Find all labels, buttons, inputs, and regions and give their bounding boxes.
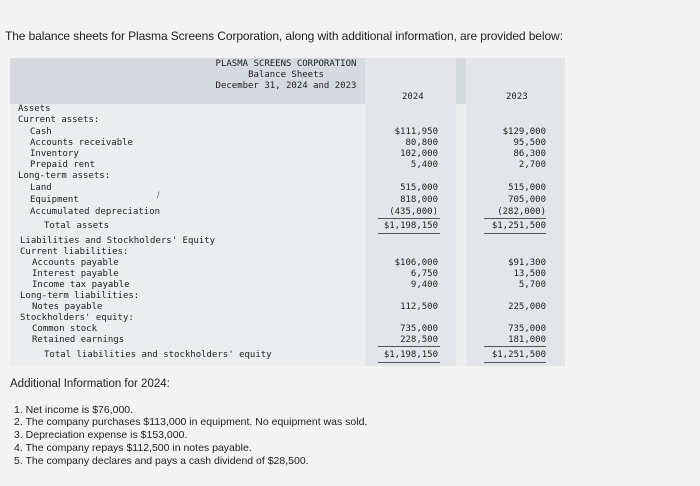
subtotal-rule (484, 346, 546, 347)
value-2023: 735,000 (508, 324, 546, 334)
additional-info-heading: Additional Information for 2024: (10, 378, 170, 390)
row-label: Land (30, 183, 52, 193)
total-rule (378, 233, 440, 234)
row-label: Income tax payable (32, 280, 130, 290)
total-liabilities-equity-2023: $1,251,500 (491, 350, 546, 360)
row-label: Common stock (32, 324, 98, 334)
value-2023: 5,700 (518, 280, 546, 290)
year-2023-header: 2023 (506, 92, 528, 102)
row-label: Current liabilities: (20, 247, 129, 257)
total-assets-label: Total assets (44, 221, 110, 231)
note-item: 1. Net income is $76,000. (14, 404, 134, 416)
value-2023: 225,000 (508, 302, 546, 312)
note-item: 4. The company repays $112,500 in notes payable. (14, 442, 252, 454)
subtotal-rule (378, 218, 440, 219)
value-2023: 86,300 (513, 149, 546, 159)
total-assets-2023: $1,251,500 (491, 221, 546, 231)
value-2023: 95,500 (513, 138, 546, 148)
value-2024: 112,500 (400, 302, 438, 312)
row-label: Prepaid rent (30, 160, 96, 170)
note-item: 2. The company purchases $113,000 in equipment. No equipment was sold. (14, 416, 368, 428)
row-label: Long-term liabilities: (20, 291, 140, 301)
value-2024: 5,400 (410, 160, 438, 170)
value-2023: (282,000) (497, 207, 546, 217)
row-label: Interest payable (32, 269, 119, 279)
value-2024: $111,950 (394, 127, 438, 137)
value-2024: 9,400 (410, 280, 438, 290)
row-label: Stockholders' equity: (20, 313, 134, 323)
row-label: Notes payable (32, 302, 103, 312)
row-label: Inventory (30, 149, 79, 159)
total-liabilities-equity-label: Total liabilities and stockholders' equity (44, 350, 272, 360)
value-2023: 13,500 (513, 269, 546, 279)
sheet-title: Balance Sheets (248, 70, 324, 80)
section-heading: Liabilities and Stockholders' Equity (20, 236, 216, 246)
row-label: Current assets: (18, 115, 100, 125)
value-2024: (435,000) (389, 207, 438, 217)
total-rule (378, 362, 440, 363)
value-2024: 228,500 (400, 335, 438, 345)
value-2023: $129,000 (502, 127, 546, 137)
year-2024-header: 2024 (402, 92, 424, 102)
row-label: Retained earnings (32, 335, 125, 345)
company-name: PLASMA SCREENS CORPORATION (215, 59, 357, 69)
value-2023: 2,700 (518, 160, 546, 170)
value-2023: 181,000 (508, 335, 546, 345)
row-label: Accounts payable (32, 258, 119, 268)
total-assets-2024: $1,198,150 (383, 221, 438, 231)
stray-mark-icon: / (157, 190, 160, 200)
row-label: Accumulated depreciation (30, 207, 161, 217)
value-2024: 818,000 (400, 195, 438, 205)
value-2024: 515,000 (400, 183, 438, 193)
row-label: Cash (30, 127, 52, 137)
value-2024: $106,000 (394, 258, 438, 268)
sheet-date: December 31, 2024 and 2023 (215, 81, 357, 91)
value-2024: 6,750 (410, 269, 438, 279)
subtotal-rule (378, 346, 440, 347)
row-label: Accounts receivable (30, 138, 133, 148)
value-2023: 705,000 (508, 195, 546, 205)
subtotal-rule (484, 218, 546, 219)
total-rule (484, 233, 546, 234)
value-2024: 80,800 (405, 138, 438, 148)
note-item: 3. Depreciation expense is $153,000. (14, 429, 188, 441)
value-2023: 515,000 (508, 183, 546, 193)
row-label: Equipment (30, 195, 79, 205)
value-2024: 102,000 (400, 149, 438, 159)
total-rule (484, 362, 546, 363)
note-item: 5. The company declares and pays a cash dividend of $28,500. (14, 455, 309, 467)
row-label: Long-term assets: (18, 171, 111, 181)
total-liabilities-equity-2024: $1,198,150 (383, 350, 438, 360)
value-2023: $91,300 (508, 258, 546, 268)
intro-text: The balance sheets for Plasma Screens Corporation, along with additional information, are provided below: (5, 29, 563, 43)
value-2024: 735,000 (400, 324, 438, 334)
row-label: Assets (18, 104, 51, 114)
